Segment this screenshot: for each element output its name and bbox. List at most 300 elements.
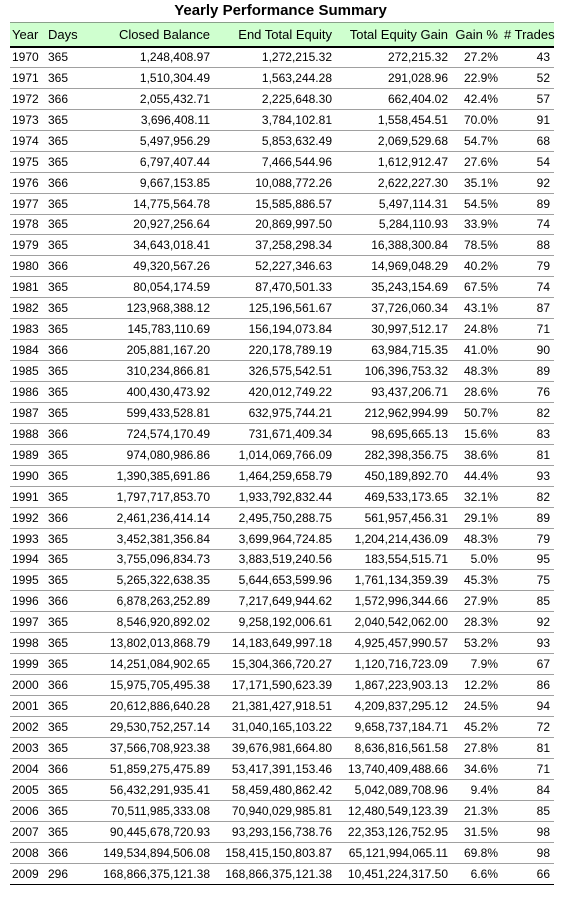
cell-closed-balance: 974,080,986.86 bbox=[84, 444, 214, 465]
cell-gain-percent: 15.6% bbox=[452, 423, 502, 444]
cell-end-total-equity: 1,464,259,658.79 bbox=[214, 465, 336, 486]
column-header-closed-balance: Closed Balance bbox=[84, 23, 214, 47]
cell-year: 2006 bbox=[10, 800, 46, 821]
cell-year: 2008 bbox=[10, 842, 46, 863]
table-row bbox=[10, 172, 554, 193]
cell-closed-balance: 5,265,322,638.35 bbox=[84, 570, 214, 591]
cell-total-equity-gain: 561,957,456.31 bbox=[336, 507, 452, 528]
cell-days: 365 bbox=[46, 277, 84, 298]
cell-year: 1980 bbox=[10, 256, 46, 277]
cell-total-equity-gain: 469,533,173.65 bbox=[336, 486, 452, 507]
cell-end-total-equity: 93,293,156,738.76 bbox=[214, 821, 336, 842]
cell-year: 1991 bbox=[10, 486, 46, 507]
cell-end-total-equity: 326,575,542.51 bbox=[214, 361, 336, 382]
cell-trades: 67 bbox=[502, 654, 554, 675]
cell-trades: 87 bbox=[502, 298, 554, 319]
cell-closed-balance: 29,530,752,257.14 bbox=[84, 717, 214, 738]
cell-year: 1970 bbox=[10, 47, 46, 68]
cell-trades: 85 bbox=[502, 800, 554, 821]
cell-year: 2004 bbox=[10, 758, 46, 779]
cell-gain-percent: 28.6% bbox=[452, 382, 502, 403]
yearly-performance-table bbox=[10, 22, 554, 885]
cell-trades: 57 bbox=[502, 88, 554, 109]
cell-days: 365 bbox=[46, 800, 84, 821]
cell-closed-balance: 6,878,263,252.89 bbox=[84, 591, 214, 612]
cell-total-equity-gain: 13,740,409,488.66 bbox=[336, 758, 452, 779]
cell-days: 365 bbox=[46, 382, 84, 403]
cell-gain-percent: 6.6% bbox=[452, 863, 502, 884]
cell-total-equity-gain: 65,121,994,065.11 bbox=[336, 842, 452, 863]
cell-trades: 81 bbox=[502, 737, 554, 758]
cell-closed-balance: 3,452,381,356.84 bbox=[84, 528, 214, 549]
cell-end-total-equity: 7,466,544.96 bbox=[214, 151, 336, 172]
cell-days: 365 bbox=[46, 654, 84, 675]
table-row bbox=[10, 256, 554, 277]
cell-gain-percent: 69.8% bbox=[452, 842, 502, 863]
cell-total-equity-gain: 1,572,996,344.66 bbox=[336, 591, 452, 612]
table-row bbox=[10, 570, 554, 591]
cell-trades: 71 bbox=[502, 758, 554, 779]
table-row bbox=[10, 863, 554, 884]
cell-end-total-equity: 3,699,964,724.85 bbox=[214, 528, 336, 549]
table-row bbox=[10, 633, 554, 654]
cell-closed-balance: 168,866,375,121.38 bbox=[84, 863, 214, 884]
cell-closed-balance: 14,775,564.78 bbox=[84, 193, 214, 214]
cell-trades: 66 bbox=[502, 863, 554, 884]
cell-year: 1982 bbox=[10, 298, 46, 319]
cell-closed-balance: 90,445,678,720.93 bbox=[84, 821, 214, 842]
cell-closed-balance: 1,390,385,691.86 bbox=[84, 465, 214, 486]
cell-trades: 88 bbox=[502, 235, 554, 256]
table-row bbox=[10, 193, 554, 214]
cell-days: 365 bbox=[46, 151, 84, 172]
cell-gain-percent: 33.9% bbox=[452, 214, 502, 235]
cell-days: 365 bbox=[46, 193, 84, 214]
cell-trades: 71 bbox=[502, 319, 554, 340]
cell-days: 365 bbox=[46, 444, 84, 465]
cell-end-total-equity: 1,933,792,832.44 bbox=[214, 486, 336, 507]
cell-year: 1993 bbox=[10, 528, 46, 549]
cell-closed-balance: 6,797,407.44 bbox=[84, 151, 214, 172]
table-row bbox=[10, 549, 554, 570]
cell-closed-balance: 2,055,432.71 bbox=[84, 88, 214, 109]
cell-total-equity-gain: 8,636,816,561.58 bbox=[336, 737, 452, 758]
cell-gain-percent: 24.5% bbox=[452, 696, 502, 717]
cell-gain-percent: 48.3% bbox=[452, 528, 502, 549]
cell-total-equity-gain: 30,997,512.17 bbox=[336, 319, 452, 340]
report-title: Yearly Performance Summary bbox=[174, 2, 387, 19]
cell-closed-balance: 34,643,018.41 bbox=[84, 235, 214, 256]
cell-total-equity-gain: 5,497,114.31 bbox=[336, 193, 452, 214]
table-row bbox=[10, 109, 554, 130]
cell-trades: 85 bbox=[502, 591, 554, 612]
cell-trades: 76 bbox=[502, 382, 554, 403]
cell-days: 365 bbox=[46, 549, 84, 570]
cell-end-total-equity: 156,194,073.84 bbox=[214, 319, 336, 340]
cell-days: 365 bbox=[46, 67, 84, 88]
cell-days: 365 bbox=[46, 821, 84, 842]
cell-year: 1992 bbox=[10, 507, 46, 528]
table-header-row bbox=[10, 23, 554, 47]
cell-gain-percent: 43.1% bbox=[452, 298, 502, 319]
table-row bbox=[10, 423, 554, 444]
cell-end-total-equity: 17,171,590,623.39 bbox=[214, 675, 336, 696]
cell-end-total-equity: 52,227,346.63 bbox=[214, 256, 336, 277]
cell-gain-percent: 34.6% bbox=[452, 758, 502, 779]
cell-trades: 92 bbox=[502, 612, 554, 633]
cell-closed-balance: 149,534,894,506.08 bbox=[84, 842, 214, 863]
cell-end-total-equity: 70,940,029,985.81 bbox=[214, 800, 336, 821]
cell-year: 1984 bbox=[10, 340, 46, 361]
cell-days: 366 bbox=[46, 423, 84, 444]
cell-trades: 82 bbox=[502, 486, 554, 507]
cell-gain-percent: 27.9% bbox=[452, 591, 502, 612]
cell-days: 365 bbox=[46, 528, 84, 549]
cell-days: 365 bbox=[46, 779, 84, 800]
table-row bbox=[10, 591, 554, 612]
cell-gain-percent: 54.5% bbox=[452, 193, 502, 214]
cell-closed-balance: 724,574,170.49 bbox=[84, 423, 214, 444]
cell-end-total-equity: 125,196,561.67 bbox=[214, 298, 336, 319]
cell-trades: 93 bbox=[502, 465, 554, 486]
cell-gain-percent: 28.3% bbox=[452, 612, 502, 633]
cell-gain-percent: 48.3% bbox=[452, 361, 502, 382]
cell-total-equity-gain: 63,984,715.35 bbox=[336, 340, 452, 361]
cell-closed-balance: 56,432,291,935.41 bbox=[84, 779, 214, 800]
table-row bbox=[10, 779, 554, 800]
cell-year: 1989 bbox=[10, 444, 46, 465]
cell-end-total-equity: 15,304,366,720.27 bbox=[214, 654, 336, 675]
cell-trades: 89 bbox=[502, 507, 554, 528]
table-row bbox=[10, 842, 554, 863]
cell-days: 365 bbox=[46, 235, 84, 256]
cell-closed-balance: 1,510,304.49 bbox=[84, 67, 214, 88]
cell-gain-percent: 40.2% bbox=[452, 256, 502, 277]
cell-year: 1997 bbox=[10, 612, 46, 633]
cell-days: 366 bbox=[46, 172, 84, 193]
cell-days: 365 bbox=[46, 402, 84, 423]
cell-total-equity-gain: 450,189,892.70 bbox=[336, 465, 452, 486]
cell-gain-percent: 24.8% bbox=[452, 319, 502, 340]
cell-trades: 92 bbox=[502, 172, 554, 193]
cell-closed-balance: 2,461,236,414.14 bbox=[84, 507, 214, 528]
cell-trades: 89 bbox=[502, 361, 554, 382]
cell-trades: 91 bbox=[502, 109, 554, 130]
cell-year: 1973 bbox=[10, 109, 46, 130]
column-header-trades: # Trades bbox=[502, 23, 554, 47]
cell-year: 1977 bbox=[10, 193, 46, 214]
cell-gain-percent: 7.9% bbox=[452, 654, 502, 675]
cell-total-equity-gain: 2,069,529.68 bbox=[336, 130, 452, 151]
cell-year: 1985 bbox=[10, 361, 46, 382]
cell-closed-balance: 3,755,096,834.73 bbox=[84, 549, 214, 570]
cell-days: 365 bbox=[46, 633, 84, 654]
cell-trades: 94 bbox=[502, 696, 554, 717]
cell-total-equity-gain: 272,215.32 bbox=[336, 47, 452, 68]
cell-gain-percent: 67.5% bbox=[452, 277, 502, 298]
cell-days: 366 bbox=[46, 256, 84, 277]
cell-total-equity-gain: 2,040,542,062.00 bbox=[336, 612, 452, 633]
cell-total-equity-gain: 4,209,837,295.12 bbox=[336, 696, 452, 717]
table-row bbox=[10, 47, 554, 68]
cell-end-total-equity: 7,217,649,944.62 bbox=[214, 591, 336, 612]
cell-year: 1986 bbox=[10, 382, 46, 403]
table-row bbox=[10, 88, 554, 109]
table-row bbox=[10, 298, 554, 319]
cell-trades: 43 bbox=[502, 47, 554, 68]
cell-trades: 79 bbox=[502, 256, 554, 277]
cell-year: 1981 bbox=[10, 277, 46, 298]
column-header-end-total-equity: End Total Equity bbox=[214, 23, 336, 47]
cell-year: 1999 bbox=[10, 654, 46, 675]
cell-year: 1996 bbox=[10, 591, 46, 612]
cell-gain-percent: 22.9% bbox=[452, 67, 502, 88]
cell-trades: 98 bbox=[502, 842, 554, 863]
cell-trades: 90 bbox=[502, 340, 554, 361]
cell-total-equity-gain: 1,120,716,723.09 bbox=[336, 654, 452, 675]
cell-year: 1990 bbox=[10, 465, 46, 486]
cell-days: 365 bbox=[46, 298, 84, 319]
cell-days: 365 bbox=[46, 214, 84, 235]
cell-end-total-equity: 632,975,744.21 bbox=[214, 402, 336, 423]
cell-days: 365 bbox=[46, 465, 84, 486]
cell-year: 1976 bbox=[10, 172, 46, 193]
cell-end-total-equity: 20,869,997.50 bbox=[214, 214, 336, 235]
cell-total-equity-gain: 22,353,126,752.95 bbox=[336, 821, 452, 842]
cell-total-equity-gain: 5,042,089,708.96 bbox=[336, 779, 452, 800]
cell-trades: 74 bbox=[502, 214, 554, 235]
table-row bbox=[10, 507, 554, 528]
column-header-days: Days bbox=[46, 23, 84, 47]
cell-year: 1995 bbox=[10, 570, 46, 591]
cell-total-equity-gain: 1,204,214,436.09 bbox=[336, 528, 452, 549]
cell-trades: 68 bbox=[502, 130, 554, 151]
cell-days: 366 bbox=[46, 507, 84, 528]
cell-trades: 84 bbox=[502, 779, 554, 800]
cell-total-equity-gain: 106,396,753.32 bbox=[336, 361, 452, 382]
cell-days: 365 bbox=[46, 130, 84, 151]
cell-days: 365 bbox=[46, 612, 84, 633]
cell-total-equity-gain: 12,480,549,123.39 bbox=[336, 800, 452, 821]
cell-days: 365 bbox=[46, 319, 84, 340]
cell-trades: 83 bbox=[502, 423, 554, 444]
cell-days: 366 bbox=[46, 675, 84, 696]
cell-gain-percent: 54.7% bbox=[452, 130, 502, 151]
table-row bbox=[10, 717, 554, 738]
table-row bbox=[10, 319, 554, 340]
cell-days: 365 bbox=[46, 109, 84, 130]
cell-closed-balance: 15,975,705,495.38 bbox=[84, 675, 214, 696]
cell-trades: 86 bbox=[502, 675, 554, 696]
cell-days: 365 bbox=[46, 361, 84, 382]
cell-gain-percent: 44.4% bbox=[452, 465, 502, 486]
cell-closed-balance: 51,859,275,475.89 bbox=[84, 758, 214, 779]
cell-trades: 93 bbox=[502, 633, 554, 654]
cell-days: 365 bbox=[46, 47, 84, 68]
cell-total-equity-gain: 14,969,048.29 bbox=[336, 256, 452, 277]
cell-closed-balance: 145,783,110.69 bbox=[84, 319, 214, 340]
cell-gain-percent: 35.1% bbox=[452, 172, 502, 193]
cell-end-total-equity: 168,866,375,121.38 bbox=[214, 863, 336, 884]
cell-end-total-equity: 14,183,649,997.18 bbox=[214, 633, 336, 654]
cell-end-total-equity: 39,676,981,664.80 bbox=[214, 737, 336, 758]
cell-total-equity-gain: 1,867,223,903.13 bbox=[336, 675, 452, 696]
cell-end-total-equity: 3,883,519,240.56 bbox=[214, 549, 336, 570]
cell-trades: 52 bbox=[502, 67, 554, 88]
cell-year: 2000 bbox=[10, 675, 46, 696]
table-row bbox=[10, 214, 554, 235]
cell-gain-percent: 41.0% bbox=[452, 340, 502, 361]
cell-trades: 82 bbox=[502, 402, 554, 423]
cell-total-equity-gain: 662,404.02 bbox=[336, 88, 452, 109]
table-row bbox=[10, 235, 554, 256]
cell-gain-percent: 70.0% bbox=[452, 109, 502, 130]
cell-closed-balance: 400,430,473.92 bbox=[84, 382, 214, 403]
cell-end-total-equity: 420,012,749.22 bbox=[214, 382, 336, 403]
cell-closed-balance: 9,667,153.85 bbox=[84, 172, 214, 193]
cell-closed-balance: 70,511,985,333.08 bbox=[84, 800, 214, 821]
column-header-gain-percent: Gain % bbox=[452, 23, 502, 47]
cell-total-equity-gain: 282,398,356.75 bbox=[336, 444, 452, 465]
cell-end-total-equity: 5,644,653,599.96 bbox=[214, 570, 336, 591]
cell-year: 2007 bbox=[10, 821, 46, 842]
cell-total-equity-gain: 10,451,224,317.50 bbox=[336, 863, 452, 884]
cell-total-equity-gain: 5,284,110.93 bbox=[336, 214, 452, 235]
cell-end-total-equity: 220,178,789.19 bbox=[214, 340, 336, 361]
cell-end-total-equity: 2,495,750,288.75 bbox=[214, 507, 336, 528]
cell-total-equity-gain: 93,437,206.71 bbox=[336, 382, 452, 403]
table-row bbox=[10, 654, 554, 675]
cell-total-equity-gain: 291,028.96 bbox=[336, 67, 452, 88]
table-row bbox=[10, 151, 554, 172]
cell-closed-balance: 20,927,256.64 bbox=[84, 214, 214, 235]
cell-days: 366 bbox=[46, 591, 84, 612]
cell-total-equity-gain: 4,925,457,990.57 bbox=[336, 633, 452, 654]
cell-end-total-equity: 158,415,150,803.87 bbox=[214, 842, 336, 863]
cell-end-total-equity: 5,853,632.49 bbox=[214, 130, 336, 151]
cell-days: 296 bbox=[46, 863, 84, 884]
table-row bbox=[10, 67, 554, 88]
cell-gain-percent: 5.0% bbox=[452, 549, 502, 570]
cell-year: 2009 bbox=[10, 863, 46, 884]
cell-closed-balance: 20,612,886,640.28 bbox=[84, 696, 214, 717]
cell-total-equity-gain: 1,761,134,359.39 bbox=[336, 570, 452, 591]
table-row bbox=[10, 402, 554, 423]
table-body bbox=[10, 47, 554, 885]
table-row bbox=[10, 612, 554, 633]
cell-trades: 81 bbox=[502, 444, 554, 465]
table-row bbox=[10, 800, 554, 821]
cell-year: 2003 bbox=[10, 737, 46, 758]
cell-closed-balance: 13,802,013,868.79 bbox=[84, 633, 214, 654]
table-row bbox=[10, 444, 554, 465]
cell-days: 365 bbox=[46, 570, 84, 591]
cell-year: 1972 bbox=[10, 88, 46, 109]
cell-year: 1983 bbox=[10, 319, 46, 340]
cell-gain-percent: 27.6% bbox=[452, 151, 502, 172]
cell-year: 1987 bbox=[10, 402, 46, 423]
table-row bbox=[10, 340, 554, 361]
cell-closed-balance: 1,797,717,853.70 bbox=[84, 486, 214, 507]
cell-total-equity-gain: 9,658,737,184.71 bbox=[336, 717, 452, 738]
cell-gain-percent: 32.1% bbox=[452, 486, 502, 507]
cell-year: 1998 bbox=[10, 633, 46, 654]
cell-closed-balance: 599,433,528.81 bbox=[84, 402, 214, 423]
cell-end-total-equity: 58,459,480,862.42 bbox=[214, 779, 336, 800]
column-header-year: Year bbox=[10, 23, 46, 47]
cell-days: 365 bbox=[46, 717, 84, 738]
cell-year: 1971 bbox=[10, 67, 46, 88]
cell-trades: 75 bbox=[502, 570, 554, 591]
cell-year: 1994 bbox=[10, 549, 46, 570]
cell-closed-balance: 3,696,408.11 bbox=[84, 109, 214, 130]
table-row bbox=[10, 737, 554, 758]
cell-end-total-equity: 2,225,648.30 bbox=[214, 88, 336, 109]
cell-gain-percent: 27.8% bbox=[452, 737, 502, 758]
cell-total-equity-gain: 212,962,994.99 bbox=[336, 402, 452, 423]
cell-trades: 54 bbox=[502, 151, 554, 172]
table-row bbox=[10, 675, 554, 696]
cell-trades: 72 bbox=[502, 717, 554, 738]
cell-end-total-equity: 31,040,165,103.22 bbox=[214, 717, 336, 738]
cell-gain-percent: 9.4% bbox=[452, 779, 502, 800]
cell-gain-percent: 53.2% bbox=[452, 633, 502, 654]
cell-trades: 74 bbox=[502, 277, 554, 298]
cell-end-total-equity: 10,088,772.26 bbox=[214, 172, 336, 193]
cell-year: 1988 bbox=[10, 423, 46, 444]
cell-end-total-equity: 1,563,244.28 bbox=[214, 67, 336, 88]
cell-gain-percent: 45.2% bbox=[452, 717, 502, 738]
cell-year: 2002 bbox=[10, 717, 46, 738]
cell-closed-balance: 5,497,956.29 bbox=[84, 130, 214, 151]
table-row bbox=[10, 486, 554, 507]
cell-days: 366 bbox=[46, 842, 84, 863]
cell-end-total-equity: 731,671,409.34 bbox=[214, 423, 336, 444]
cell-closed-balance: 80,054,174.59 bbox=[84, 277, 214, 298]
cell-closed-balance: 8,546,920,892.02 bbox=[84, 612, 214, 633]
cell-year: 1974 bbox=[10, 130, 46, 151]
cell-trades: 98 bbox=[502, 821, 554, 842]
cell-end-total-equity: 37,258,298.34 bbox=[214, 235, 336, 256]
column-header-total-equity-gain: Total Equity Gain bbox=[336, 23, 452, 47]
cell-gain-percent: 45.3% bbox=[452, 570, 502, 591]
table-row bbox=[10, 821, 554, 842]
cell-total-equity-gain: 98,695,665.13 bbox=[336, 423, 452, 444]
cell-days: 366 bbox=[46, 88, 84, 109]
cell-gain-percent: 42.4% bbox=[452, 88, 502, 109]
cell-end-total-equity: 53,417,391,153.46 bbox=[214, 758, 336, 779]
cell-end-total-equity: 1,272,215.32 bbox=[214, 47, 336, 68]
cell-closed-balance: 49,320,567.26 bbox=[84, 256, 214, 277]
cell-closed-balance: 1,248,408.97 bbox=[84, 47, 214, 68]
cell-total-equity-gain: 1,558,454.51 bbox=[336, 109, 452, 130]
cell-year: 1979 bbox=[10, 235, 46, 256]
cell-gain-percent: 12.2% bbox=[452, 675, 502, 696]
cell-year: 1978 bbox=[10, 214, 46, 235]
cell-gain-percent: 31.5% bbox=[452, 821, 502, 842]
cell-gain-percent: 21.3% bbox=[452, 800, 502, 821]
cell-trades: 95 bbox=[502, 549, 554, 570]
cell-trades: 89 bbox=[502, 193, 554, 214]
cell-closed-balance: 123,968,388.12 bbox=[84, 298, 214, 319]
cell-total-equity-gain: 16,388,300.84 bbox=[336, 235, 452, 256]
cell-end-total-equity: 1,014,069,766.09 bbox=[214, 444, 336, 465]
cell-end-total-equity: 9,258,192,006.61 bbox=[214, 612, 336, 633]
table-row bbox=[10, 361, 554, 382]
cell-days: 366 bbox=[46, 340, 84, 361]
cell-closed-balance: 14,251,084,902.65 bbox=[84, 654, 214, 675]
table-row bbox=[10, 696, 554, 717]
